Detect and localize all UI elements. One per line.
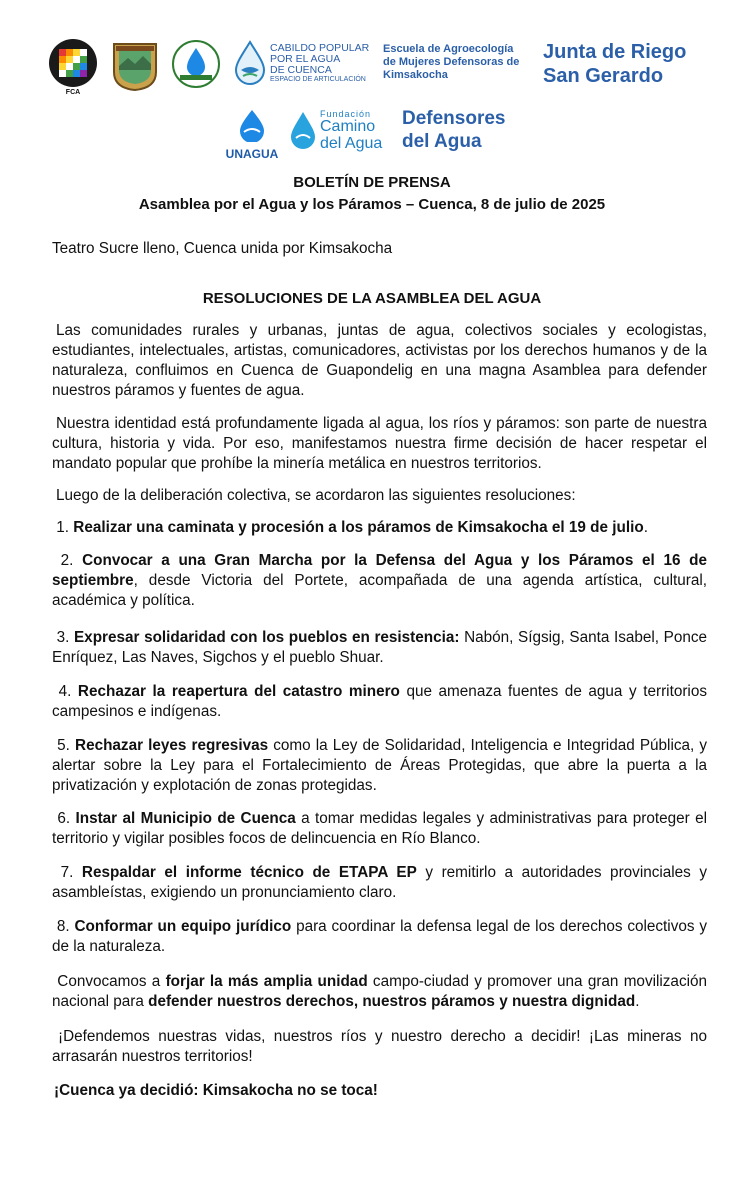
closing-paragraph-2: ¡Defendemos nuestras vidas, nuestros ríos y nuestro derecho a decidir! ¡Las mineras no arrasarán nuestros territorios! bbox=[52, 1028, 707, 1065]
water-board-logo bbox=[172, 40, 220, 88]
junta-riego-text: Junta de Riego San Gerardo bbox=[543, 41, 687, 87]
cabildo-drop-icon bbox=[233, 40, 267, 86]
unagua-label: UNAGUA bbox=[225, 147, 279, 161]
resolution-item: 6. Instar al Municipio de Cuenca a tomar medidas legales y administrativas para proteger el territorio y vigilar posibles focos de delincuencia en Río Blanco. bbox=[52, 810, 708, 847]
resolution-item: 5. Rechazar leyes regresivas como la Ley de Solidaridad, Inteligencia e Integridad Pública, y alertar sobre la Ley para el Fortalecimiento de Áreas Protegidas, que abre la puerta a la privatización y explotación de zonas protegidas. bbox=[52, 737, 708, 794]
fca-logo bbox=[48, 38, 98, 96]
fca-caption: FCA bbox=[65, 89, 81, 96]
fundacion-text: Fundación Camino del Agua bbox=[320, 109, 383, 153]
closing-paragraph-1: Convocamos a forjar la más amplia unidad campo-ciudad y promover una gran movilización nacional para defender nuestros derechos, nuestros páramos y nuestra dignidad. bbox=[52, 973, 708, 1010]
unagua-logo bbox=[224, 108, 280, 161]
defensores-text: Defensores del Agua bbox=[402, 108, 506, 152]
escuela-text: Escuela de Agroecología de Mujeres Defensoras de Kimsakocha bbox=[383, 43, 520, 81]
resolution-item: 7. Respaldar el informe técnico de ETAPA EP y remitirlo a autoridades provinciales y asambleístas, exigiendo un pronunciamiento claro. bbox=[52, 864, 708, 901]
resolution-item: 2. Convocar a una Gran Marcha por la Defensa del Agua y los Páramos el 16 de septiembre, desde Victoria del Portete, acompañada de una agenda artística, cultural, académica y política. bbox=[52, 552, 707, 609]
junta-seal-logo bbox=[110, 40, 160, 92]
subtitle: Teatro Sucre lleno, Cuenca unida por Kimsakocha bbox=[52, 240, 393, 257]
section-title: RESOLUCIONES DE LA ASAMBLEA DEL AGUA bbox=[202, 290, 542, 307]
resolution-item: 8. Conformar un equipo jurídico para coordinar la defensa legal de los derechos colectivos y de la naturaleza. bbox=[52, 918, 707, 955]
fundacion-drop-icon bbox=[288, 110, 318, 152]
resolution-item: 3. Expresar solidaridad con los pueblos en resistencia: Nabón, Sígsig, Santa Isabel, Ponce Enríquez, Las Naves, Sigchos y el pueblo Shuar. bbox=[52, 629, 708, 666]
page-title: Asamblea por el Agua y los Páramos – Cuenca, 8 de julio de 2025 bbox=[138, 196, 606, 213]
intro-paragraph-3: Luego de la deliberación colectiva, se acordaron las siguientes resoluciones: bbox=[56, 487, 576, 504]
cabildo-text: CABILDO POPULAR POR EL AGUA DE CUENCA ESPACIO DE ARTICULACIÓN bbox=[270, 42, 370, 84]
resolution-item: 1. Realizar una caminata y procesión a los páramos de Kimsakocha el 19 de julio. bbox=[56, 519, 648, 536]
resolution-item: 4. Rechazar la reapertura del catastro minero que amenaza fuentes de agua y territorios campesinos e indígenas. bbox=[52, 683, 707, 720]
closing-slogan: ¡Cuenca ya decidió: Kimsakocha no se toca! bbox=[54, 1082, 378, 1099]
intro-paragraph-2: Nuestra identidad está profundamente ligada al agua, los ríos y páramos: son parte de nuestra cultura, historia y vida. Por eso, manifestamos nuestra firme decisión de hacer respetar el mandato popular que prohíbe la minería metálica en nuestros territorios. bbox=[52, 415, 707, 472]
press-release-label: BOLETÍN DE PRENSA bbox=[293, 174, 451, 191]
intro-paragraph-1: Las comunidades rurales y urbanas, juntas de agua, colectivos sociales y ecologistas, estudiantes, intelectuales, artistas, comunicadores, activistas por los derechos humanos y de la naturaleza, confluimos en Cuenca de Guapondelig en una magna Asamblea para defender nuestros páramos y fuentes de agua. bbox=[52, 322, 707, 399]
